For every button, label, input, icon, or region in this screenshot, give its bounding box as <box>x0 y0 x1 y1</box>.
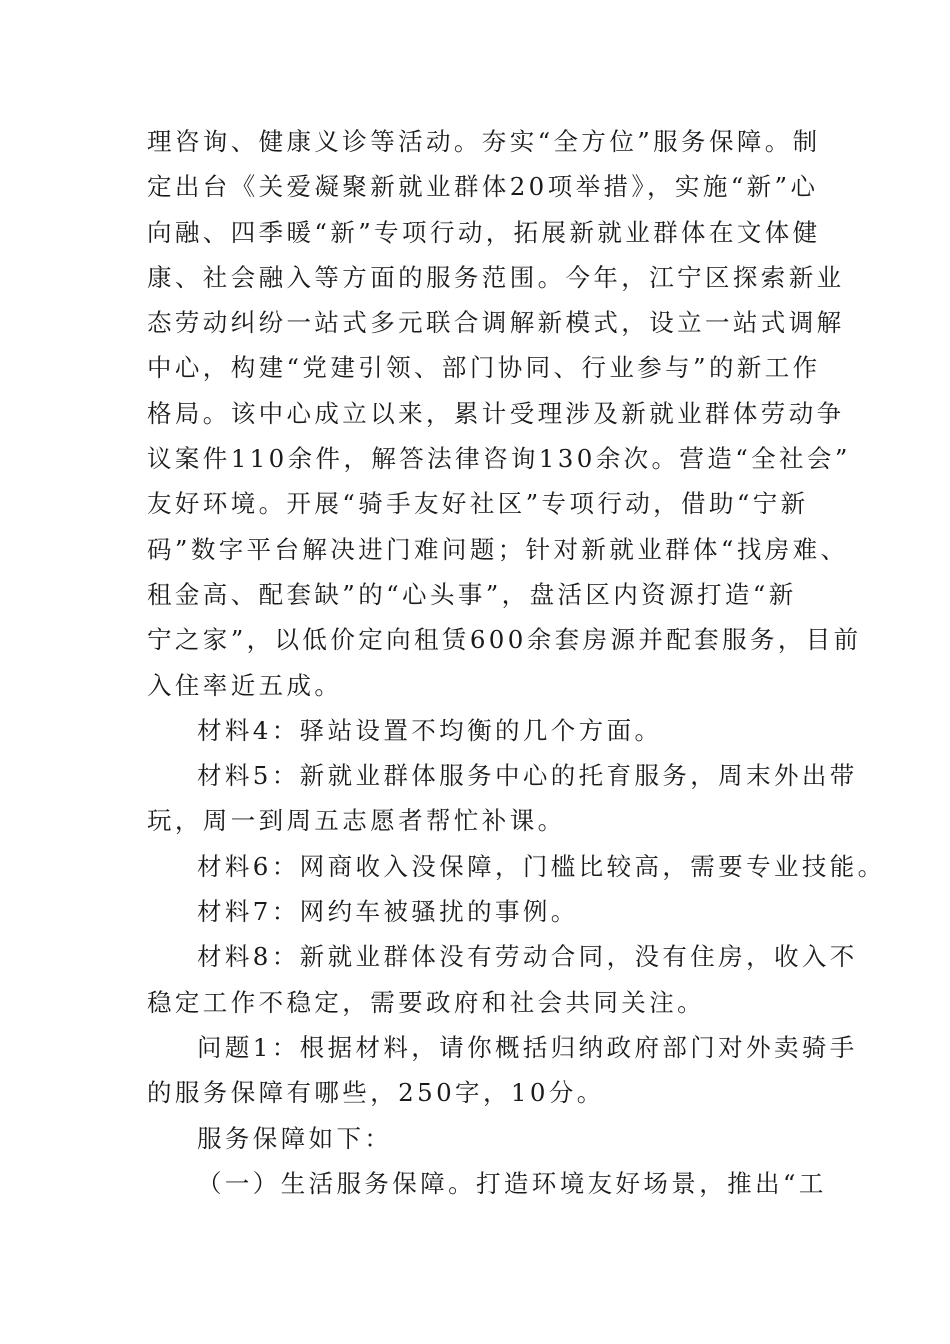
text-line: 租金高、配套缺”的“心头事”，盘活区内资源打造“新 <box>147 579 797 609</box>
material-8-line: 材料8：新就业群体没有劳动合同，没有住房，收入不 <box>197 942 858 972</box>
text-line: 定出台《关爱凝聚新就业群体20项举措》，实施“新”心 <box>147 172 819 202</box>
material-7-line: 材料7：网约车被骚扰的事例。 <box>197 897 579 927</box>
text-line: 的服务保障有哪些，250字，10分。 <box>147 1078 605 1108</box>
text-line: 友好环境。开展“骑手友好社区”专项行动，借助“宁新 <box>147 489 809 519</box>
text-line: 稳定工作不稳定，需要政府和社会共同关注。 <box>147 987 705 1017</box>
answer-intro-line: 服务保障如下： <box>197 1123 393 1153</box>
text-line: 中心，构建“党建引领、部门协同、行业参与”的新工作 <box>147 353 821 383</box>
answer-section-1-line: （一）生活服务保障。打造环境友好场景，推出“工 <box>197 1168 827 1198</box>
document-body <box>147 119 886 1206</box>
text-line: 态劳动纠纷一站式多元联合调解新模式，设立一站式调解 <box>147 308 845 338</box>
text-line: 理咨询、健康义诊等活动。夯实“全方位”服务保障。制 <box>147 127 821 156</box>
text-line: 向融、四季暖“新”专项行动，拓展新就业群体在文体健 <box>147 217 821 247</box>
text-line: 宁之家”，以低价定向租赁600余套房源并配套服务，目前 <box>147 625 862 655</box>
material-4-line: 材料4：驿站设置不均衡的几个方面。 <box>197 715 663 745</box>
material-6-line: 材料6：网商收入没保障，门槛比较高，需要专业技能。 <box>197 851 886 881</box>
text-line: 玩，周一到周五志愿者帮忙补课。 <box>147 806 566 836</box>
text-line: 码”数字平台解决进门难问题；针对新就业群体“找房难、 <box>147 534 849 564</box>
text-line: 入住率近五成。 <box>147 670 343 700</box>
material-5-line: 材料5：新就业群体服务中心的托育服务，周末外出带 <box>197 761 858 791</box>
text-line: 康、社会融入等方面的服务范围。今年，江宁区探索新业 <box>147 262 845 292</box>
question-1-line: 问题1：根据材料，请你概括归纳政府部门对外卖骑手 <box>197 1032 858 1062</box>
text-line: 议案件110余件，解答法律咨询130余次。营造“全社会” <box>147 444 851 474</box>
text-line: 格局。该中心成立以来，累计受理涉及新就业群体劳动争 <box>147 398 845 428</box>
